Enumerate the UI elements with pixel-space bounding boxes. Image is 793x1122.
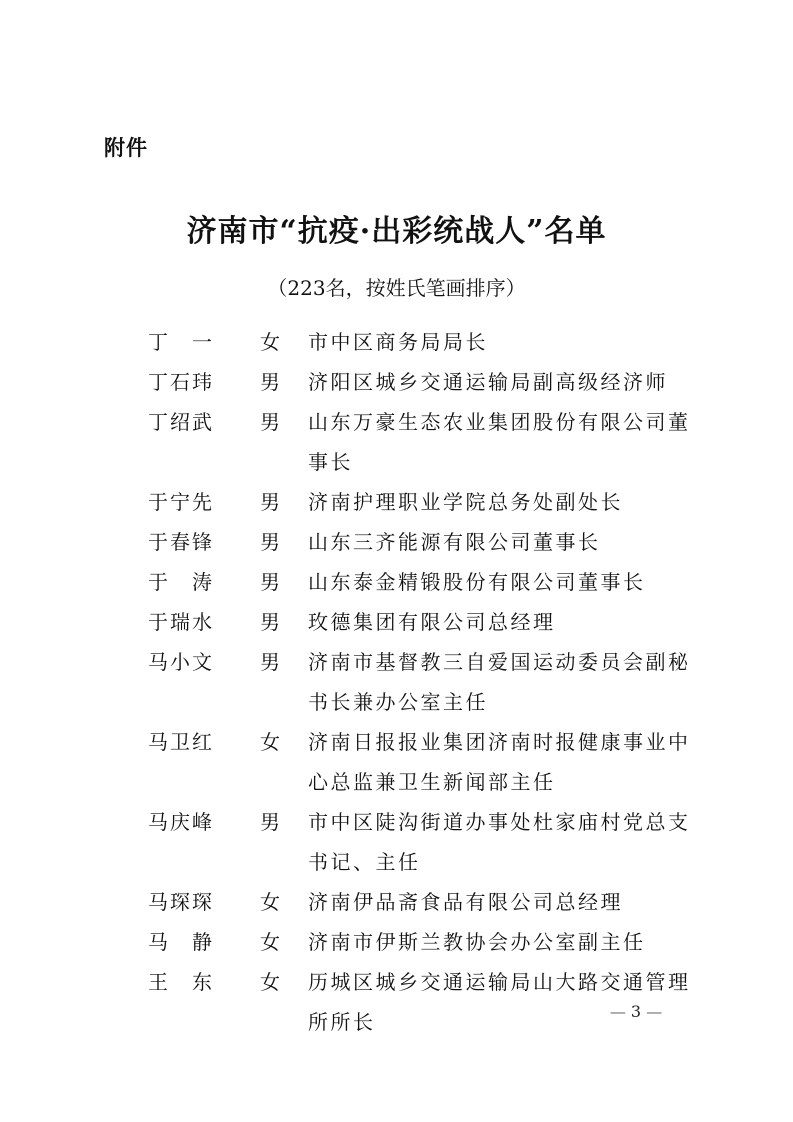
- person-name: 马琛琛: [148, 890, 214, 914]
- person-gender: 女: [260, 930, 280, 954]
- person-name: 马小文: [148, 650, 214, 674]
- person-name: 于瑞水: [148, 610, 214, 634]
- list-item: [148, 562, 708, 602]
- page-number-block: [600, 1002, 672, 1021]
- attachment-label: 附件: [104, 136, 148, 160]
- page-dash-left: —: [609, 1002, 626, 1021]
- person-gender: 女: [260, 330, 280, 354]
- person-position: 济南伊品斋食品有限公司总经理: [308, 890, 623, 914]
- name-list: [148, 322, 708, 1042]
- list-item: [148, 522, 708, 562]
- person-position: 玫德集团有限公司总经理: [308, 610, 556, 634]
- person-name: 于 涛: [148, 570, 214, 594]
- person-position: 济南市伊斯兰教协会办公室副主任: [308, 930, 646, 954]
- list-item: [148, 482, 708, 522]
- list-item: [148, 402, 708, 482]
- document-title: 济南市“抗疫·出彩统战人”名单: [186, 214, 607, 249]
- person-gender: 男: [260, 810, 280, 834]
- person-name: 马 静: [148, 930, 214, 954]
- list-item: [148, 922, 708, 962]
- person-name: 于春锋: [148, 530, 214, 554]
- person-gender: 男: [260, 610, 280, 634]
- person-position: 济阳区城乡交通运输局副高级经济师: [308, 370, 668, 394]
- person-name: 王 东: [148, 970, 214, 994]
- page-number: 3: [630, 1002, 642, 1021]
- list-item: [148, 802, 708, 882]
- person-name: 丁石玮: [148, 370, 214, 394]
- person-position: 济南护理职业学院总务处副处长: [308, 490, 623, 514]
- list-item: [148, 642, 708, 722]
- person-gender: 男: [260, 490, 280, 514]
- person-name: 马庆峰: [148, 810, 214, 834]
- list-item: [148, 362, 708, 402]
- page-dash-right: —: [646, 1002, 663, 1021]
- person-name: 于宁先: [148, 490, 214, 514]
- person-gender: 男: [260, 570, 280, 594]
- person-name: 丁 一: [148, 330, 214, 354]
- person-position: 山东泰金精锻股份有限公司董事长: [308, 570, 646, 594]
- list-item: [148, 602, 708, 642]
- person-gender: 女: [260, 730, 280, 754]
- person-name: 马卫红: [148, 730, 214, 754]
- person-position: 历城区城乡交通运输局山大路交通管理所所长: [308, 970, 691, 1034]
- list-item: [148, 882, 708, 922]
- list-item: [148, 722, 708, 802]
- person-name: 丁绍武: [148, 410, 214, 434]
- person-position: 山东万豪生态农业集团股份有限公司董事长: [308, 410, 691, 474]
- person-position: 市中区陡沟街道办事处杜家庙村党总支书记、主任: [308, 810, 691, 874]
- person-position: 济南日报报业集团济南时报健康事业中心总监兼卫生新闻部主任: [308, 730, 691, 794]
- document-subtitle: （223名，按姓氏笔画排序）: [267, 276, 526, 300]
- person-position: 山东三齐能源有限公司董事长: [308, 530, 601, 554]
- person-gender: 男: [260, 410, 280, 434]
- person-gender: 男: [260, 530, 280, 554]
- person-gender: 女: [260, 890, 280, 914]
- person-position: 济南市基督教三自爱国运动委员会副秘书长兼办公室主任: [308, 650, 691, 714]
- list-item: [148, 322, 708, 362]
- person-gender: 男: [260, 650, 280, 674]
- person-gender: 女: [260, 970, 280, 994]
- person-position: 市中区商务局局长: [308, 330, 488, 354]
- person-gender: 男: [260, 370, 280, 394]
